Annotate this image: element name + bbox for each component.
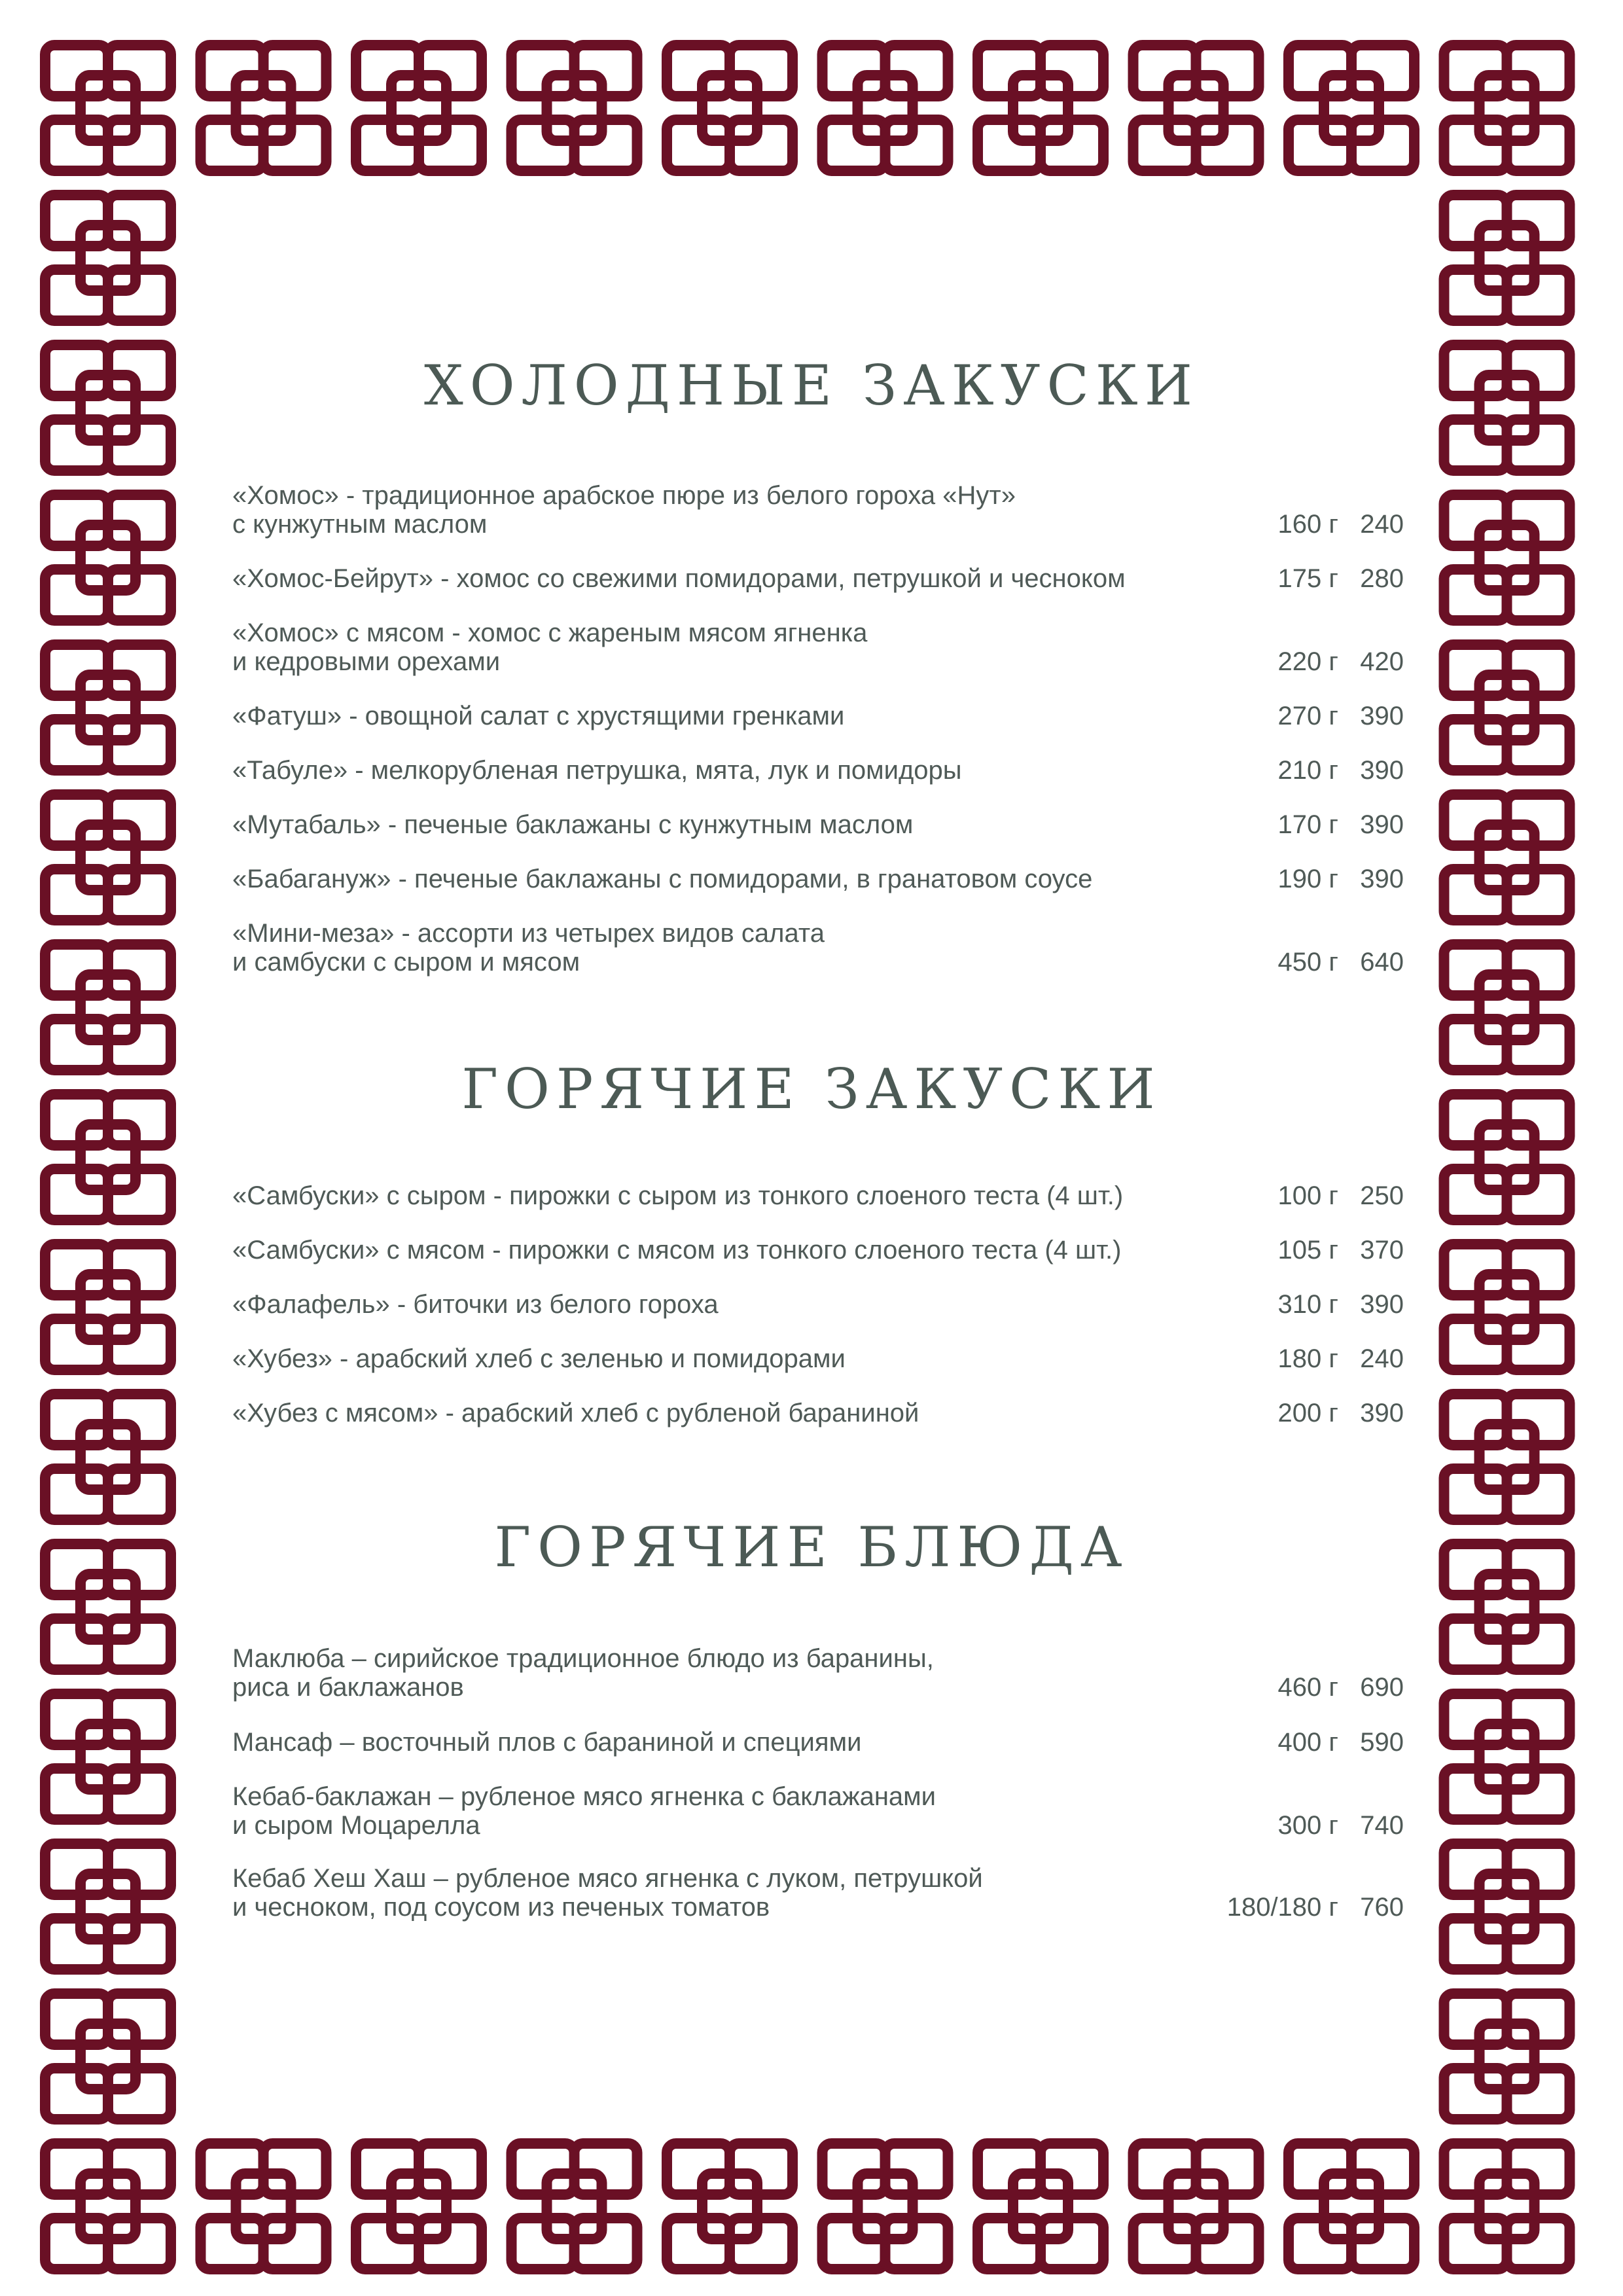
menu-item [232,481,1404,539]
menu-item-description: Кебаб-баклажан – рубленое мясо ягненка с баклажанами и сыром Моцарелла [232,1782,936,1840]
menu-item-description: «Мутабаль» - печеные баклажаны с кунжутным маслом [232,810,914,839]
menu-item-price: 280 [1360,564,1404,593]
ornament-tile [356,2144,482,2269]
ornament-tile [201,2144,327,2269]
menu-item-description: «Фатуш» - овощной салат с хрустящими гренками [232,702,845,730]
menu-item-price: 420 [1360,647,1404,676]
ornament-tile [1444,1994,1570,2119]
ornament-tile [1444,645,1570,770]
menu-item-weight: 160 г [1277,510,1338,539]
ornament-tile [1289,2144,1414,2269]
ornament-tile [978,2144,1103,2269]
ornament-tile [667,2144,793,2269]
menu-item-weight: 100 г [1277,1181,1338,1210]
menu-item-price: 240 [1360,1344,1404,1373]
menu-item-description: «Хубез» - арабский хлеб с зеленью и помидорами [232,1344,846,1373]
menu-item-description: Маклюба – сирийское традиционное блюдо из баранины, риса и баклажанов [232,1644,934,1702]
menu-item [232,865,1404,893]
menu-item [232,564,1404,593]
menu-item-weight: 270 г [1277,702,1338,730]
menu-item [232,1399,1404,1427]
menu-item-price: 740 [1360,1811,1404,1840]
menu-item-price: 390 [1360,865,1404,893]
menu-item [232,1864,1404,1922]
menu-item [232,756,1404,785]
menu-item-weight: 200 г [1277,1399,1338,1427]
menu-item-price: 240 [1360,510,1404,539]
menu-item [232,1181,1404,1210]
menu-item [232,1644,1404,1702]
menu-item-description: «Самбуски» с сыром - пирожки с сыром из тонкого слоеного теста (4 шт.) [232,1181,1124,1210]
menu-item-description: «Бабагануж» - печеные баклажаны с помидорами, в гранатовом соусе [232,865,1093,893]
ornament-tile [512,45,637,171]
menu-item-weight: 220 г [1277,647,1338,676]
ornament-tile [1444,795,1570,920]
ornament-tile [1444,195,1570,321]
menu-item-description: Мансаф – восточный плов с бараниной и специями [232,1728,862,1757]
ornament-tile [1444,1244,1570,1370]
menu-item-weight: 170 г [1277,810,1338,839]
menu-item-weight: 180 г [1277,1344,1338,1373]
menu-item-weight: 210 г [1277,756,1338,785]
menu-item-description: Кебаб Хеш Хаш – рубленое мясо ягненка с луком, петрушкой и чесноком, под соусом из печеных томатов [232,1864,983,1922]
ornament-tile [45,1694,171,1820]
ornament-tile [1289,45,1414,171]
menu-item-weight: 105 г [1277,1236,1338,1265]
ornament-tile [45,944,171,1070]
menu-item-price: 250 [1360,1181,1404,1210]
menu-item [232,1290,1404,1319]
ornament-tile [45,195,171,321]
ornament-tile [201,45,327,171]
ornament-tile [356,45,482,171]
menu-item [232,810,1404,839]
menu-item [232,919,1404,977]
ornament-tile [45,45,171,171]
menu-item [232,1236,1404,1265]
menu-item [232,619,1404,676]
menu-item-description: «Хомос» с мясом - хомос с жареным мясом ягненка и кедровыми орехами [232,619,868,676]
ornament-tile [45,2144,171,2269]
menu-item-price: 390 [1360,1399,1404,1427]
menu-item [232,1728,1404,1757]
ornament-tile [1444,1844,1570,1969]
menu-item-weight: 310 г [1277,1290,1338,1319]
menu-item-price: 390 [1360,756,1404,785]
menu-item-price: 390 [1360,810,1404,839]
ornament-tile [512,2144,637,2269]
menu-item-weight: 300 г [1277,1811,1338,1840]
menu-item-price: 640 [1360,948,1404,977]
menu-item-weight: 190 г [1277,865,1338,893]
ornament-tile [45,1244,171,1370]
menu-item-description: «Хомос-Бейрут» - хомос со свежими помидорами, петрушкой и чесноком [232,564,1126,593]
ornament-tile [978,45,1103,171]
ornament-tile [823,2144,948,2269]
menu-item-price: 370 [1360,1236,1404,1265]
ornament-tile [1444,2144,1570,2269]
menu-item-weight: 460 г [1277,1673,1338,1702]
menu-item-description: «Фалафель» - биточки из белого гороха [232,1290,719,1319]
ornament-tile [45,795,171,920]
menu-item-weight: 175 г [1277,564,1338,593]
menu-item-description: «Табуле» - мелкорубленая петрушка, мята, лук и помидоры [232,756,962,785]
menu-item-price: 390 [1360,1290,1404,1319]
ornament-tile [45,645,171,770]
menu-item-description: «Хомос» - традиционное арабское пюре из белого гороха «Нут» с кунжутным маслом [232,481,1016,539]
menu-item-price: 760 [1360,1893,1404,1922]
menu-item-price: 590 [1360,1728,1404,1757]
ornament-tile [45,1994,171,2119]
ornament-tile [1133,45,1259,171]
ornament-tile [1444,45,1570,171]
menu-item-price: 390 [1360,702,1404,730]
section-title-hot-appetizers: ГОРЯЧИЕ ЗАКУСКИ [461,1057,1162,1121]
section-title-cold-appetizers: ХОЛОДНЫЕ ЗАКУСКИ [423,353,1200,418]
ornament-tile [823,45,948,171]
ornament-tile [667,45,793,171]
ornament-tile [45,1844,171,1969]
section-title-hot-dishes: ГОРЯЧИЕ БЛЮДА [494,1515,1129,1579]
menu-item-description: «Хубез с мясом» - арабский хлеб с рубленой бараниной [232,1399,919,1427]
ornament-tile [1444,1394,1570,1520]
menu-item-description: «Мини-меза» - ассорти из четырех видов салата и самбуски с сыром и мясом [232,919,825,977]
menu-item [232,1782,1404,1840]
menu-item [232,1344,1404,1373]
ornament-tile [1444,944,1570,1070]
ornament-tile [45,495,171,620]
menu-item-weight: 180/180 г [1226,1893,1338,1922]
ornament-tile [1444,1694,1570,1820]
ornament-tile [1444,495,1570,620]
menu-item-price: 690 [1360,1673,1404,1702]
ornament-tile [45,1394,171,1520]
menu-item [232,702,1404,730]
menu-item-weight: 450 г [1277,948,1338,977]
menu-item-description: «Самбуски» с мясом - пирожки с мясом из тонкого слоеного теста (4 шт.) [232,1236,1122,1265]
ornament-tile [1133,2144,1259,2269]
menu-item-weight: 400 г [1277,1728,1338,1757]
